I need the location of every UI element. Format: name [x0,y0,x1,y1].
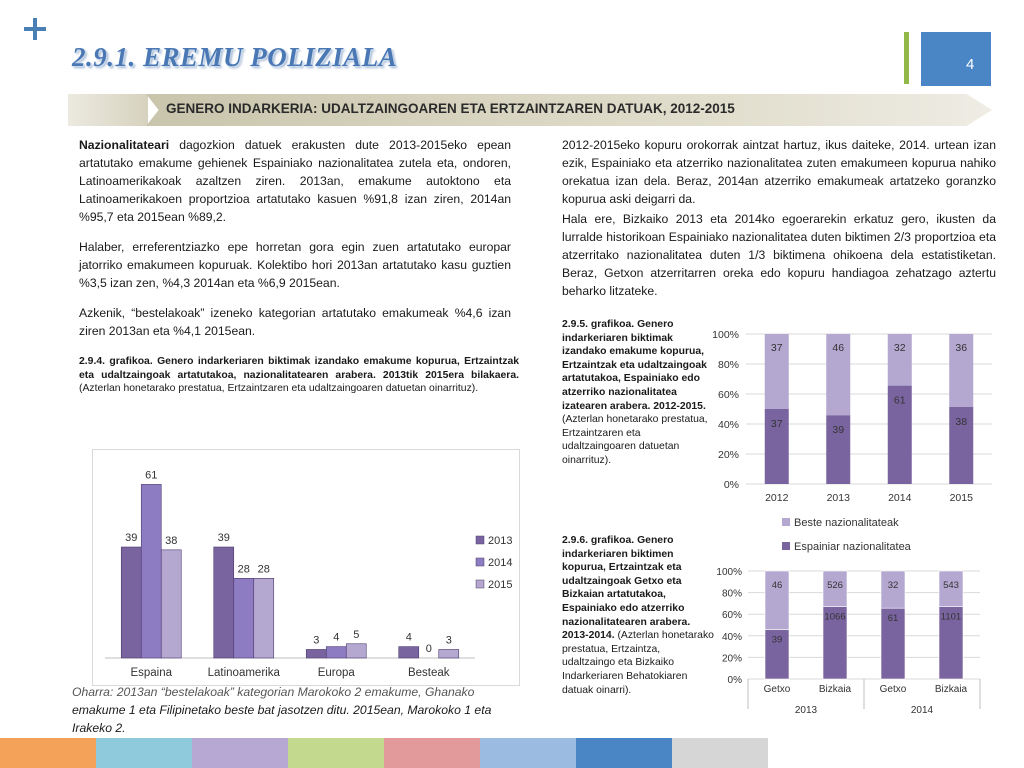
chart-1-category-label: Europa [317,667,355,679]
chart-1-bar [306,649,326,658]
chart-1-legend-label: 2015 [488,579,513,591]
right-paragraph-2: Hala ere, Bizkaiko 2013 eta 2014ko egoerarekin erkatuz gero, ikusten da lurralde historikoan Espainiako nazionalitatea duten biktimen 2/3 proportzioa eta atzerritako nazionalitatea duten 1/3 biktimena ohikoena dela estatistiketan. Beraz, Getxon atzerritarren oreka edo kopuru handiagoa zehatzago aztertu beharko litzateke. [562,212,996,298]
chart-3-y-tick: 100% [716,567,742,578]
footer-stripe [576,738,672,768]
chart-2-caption-source: (Azterlan honetarako prestatua, Ertzaintzaren eta udaltzaingoaren datuetan oinarrituz). [562,414,708,466]
chart-2-data-label: 39 [832,424,845,437]
chart-2-data-label: 37 [770,418,783,430]
note [72,683,522,737]
chart-2-data-label: 38 [955,415,968,428]
chart-1-data-label: 28 [237,563,250,576]
footer-stripe [480,738,576,768]
chart-2-y-tick: 0% [723,479,739,491]
chart-3 [712,562,984,722]
chart-1-data-label: 39 [125,532,138,544]
chart-3-data-label: 1101 [940,611,962,623]
chart-2-y-tick: 80% [717,359,739,371]
banner-left-tab [68,94,148,126]
chart-3-caption-source: (Azterlan honetarako prestatua, Ertzaintza, udaltzaingo eta Bizkaiko Indarkeriaren Behatokiaren datuak oinarri). [562,630,714,696]
chart-1-data-label: 28 [257,563,270,576]
plus-icon [24,18,46,40]
chart-1-frame [92,449,520,686]
chart-3-data-label: 46 [771,580,783,591]
chart-3-data-label: 1066 [824,611,846,623]
chart-1-bar [254,578,274,658]
chart-1-legend-swatch [476,580,484,588]
chart-2-legend-swatch [782,518,790,526]
chart-2-frame [706,326,996,566]
chart-1-data-label: 38 [165,534,178,547]
left-paragraph-1 [79,136,511,226]
chart-1-data-label: 4 [333,631,340,644]
chart-2-category-label: 2014 [888,492,912,504]
chart-3-category-label: Bizkaia [934,684,968,695]
chart-1-data-label: 3 [313,634,320,647]
chart-3-category-label: Getxo [763,684,791,695]
note-line-1: Oharra: 2013an “bestelakoak” kategorian Marokoko 2 emakume, Ghanako [72,685,475,699]
chart-2-data-label: 37 [770,342,783,354]
footer-stripe [288,738,384,768]
chart-1-legend-swatch [476,558,484,566]
left-paragraph-1-lead: Nazionalitateari [79,138,170,152]
footer-stripe [192,738,288,768]
chart-2-caption-title: 2.9.5. grafikoa. Genero indarkeriaren biktimak izandako emakume kopurua, Ertzaintzak eta udaltzaingoak artatutakoa, Espainiako edo atzerriko nazionalitatea izatearen arabera. 2012-2015. [562,319,707,412]
chart-3-group-label: 2013 [794,705,818,716]
chart-2 [706,326,996,566]
chart-2-y-tick: 20% [717,449,739,461]
footer-stripes [0,738,1024,768]
page-number: 4 [921,32,991,86]
chart-3-y-tick: 20% [721,653,742,665]
chart-1-data-label: 61 [145,469,158,482]
chart-3-group-label: 2014 [910,705,934,716]
chart-2-category-label: 2013 [826,492,850,504]
chart-3-data-label: 526 [827,580,843,591]
chart-1-data-label: 0 [425,643,432,655]
section-banner-text: GENERO INDARKERIA: UDALTZAINGOAREN ETA ERTZAINTZAREN DATUAK, 2012-2015 [166,101,735,116]
divider [904,32,909,84]
chart-3-category-label: Bizkaia [818,684,852,695]
chart-1-data-label: 39 [217,532,230,544]
chart-3-data-label: 32 [887,580,899,591]
chart-3-y-tick: 0% [727,675,742,686]
chart-3-y-tick: 40% [721,631,742,643]
chart-1-caption-title: 2.9.4. grafikoa. Genero indarkeriaren biktimak izandako emakume kopurua, Ertzaintzak eta udaltzaingoak artatutakoa, nazionalitatearen arabera. 2013tik 2015era bilakaera. [79,356,519,381]
chart-3-category-label: Getxo [879,684,907,695]
left-paragraph-1-body: dagozkion datuek erakusten dute 2013-2015eko epean artatutako emakume gehienek Espainiako nazionalitatea zutela eta, ondoren, Latinoamerikakoak azaltzen ziren. 2013an, emakume autoktono eta Latinoamerikakoen proportzioa artatutako kasuen %91,8 izan ziren, 2014an %95,7 eta 2015ean %89,2. [79,138,511,224]
chart-3-data-label: 543 [943,580,959,591]
left-paragraph-2: Halaber, erreferentziazko epe horretan gora egin zuen artatutako europar jatorriko emakumeen kopuruak. Kolektibo hori 2013an artatutako kasu guztien %3,5 izan zen, %4,3 2014an eta %6,9 2015ean. [79,240,511,290]
chart-1-category-label: Espaina [130,667,173,679]
chart-1-legend-label: 2014 [488,557,513,569]
chart-1-bar [346,644,366,658]
footer-stripe [672,738,768,768]
chart-3-y-tick: 60% [721,610,742,622]
footer-stripe [96,738,192,768]
chart-2-data-label: 61 [893,394,906,407]
chart-1-data-label: 3 [445,634,452,647]
chart-1-bar [121,547,141,658]
chart-2-data-label: 32 [893,342,906,354]
chart-3-caption [562,534,714,697]
chart-1 [93,450,521,687]
chart-1-bar [326,647,346,658]
chart-2-y-tick: 40% [717,419,739,431]
chart-2-legend-swatch [782,542,790,550]
chart-2-data-label: 46 [832,342,845,354]
chart-3-data-label: 39 [771,634,783,646]
chart-2-caption [562,318,714,468]
chart-1-bar [399,647,419,658]
chart-1-legend-label: 2013 [488,535,513,547]
chart-1-legend-swatch [476,536,484,544]
chart-1-caption-source: (Azterlan honetarako prestatua, Ertzaintzaren eta udaltzaingoaren datuetan oinarrituz). [79,383,479,395]
chart-2-category-label: 2012 [765,492,789,504]
chart-1-bar [214,547,234,658]
chart-1-bar [234,578,254,658]
chart-2-y-tick: 100% [712,329,739,341]
chart-2-legend-label: Espainiar nazionalitatea [794,541,911,553]
chart-1-category-label: Besteak [407,667,450,679]
chart-1-bar [141,484,161,658]
chart-2-legend-label: Beste nazionalitateak [794,517,899,529]
chart-2-y-tick: 60% [717,389,739,401]
chart-1-bar [161,550,181,658]
chart-2-category-label: 2015 [949,492,973,504]
chart-2-data-label: 36 [955,342,968,354]
footer-stripe [384,738,480,768]
chart-1-data-label: 5 [353,628,360,641]
right-paragraph-1: 2012-2015eko kopuru orokorrak aintzat hartuz, ikus daiteke, 2014. urtean izan ezik, Espainiako eta atzerriko nazionalitatea zuten emakumeen kopurua nahiko orekatua izan dela. Beraz, 2014an atzerriko emakumeak artatzeko goranzko kopurua aski deigarri da. [562,138,996,206]
chart-1-bar [439,649,459,658]
left-paragraph-3: Azkenik, “bestelakoak” izeneko kategorian artatutako emakumeak %4,6 izan ziren 2013an eta %4,1 2015ean. [79,306,511,338]
chart-1-category-label: Latinoamerika [207,667,280,679]
footer-stripe [0,738,96,768]
note-line-2: emakume 1 eta Filipinetako beste bat jasotzen ditu. 2015ean, Marokoko 1 eta Irakeko 2. [72,703,492,735]
chart-3-y-tick: 80% [721,588,742,600]
chart-1-data-label: 4 [405,631,412,644]
chart-3-caption-title: 2.9.6. grafikoa. Genero indarkeriaren biktimen kopurua, Ertzaintzak eta udaltzaingoak Getxo eta Bizkaian artatutakoa, Espainiako edo atzerriko nazionalitatearen arabera. 2013-2014. [562,535,691,642]
chart-3-data-label: 61 [887,613,899,625]
page-title: 2.9.1. EREMU POLIZIALA [72,42,398,72]
chart-3-frame [712,562,984,722]
chart-1-caption [79,355,519,396]
